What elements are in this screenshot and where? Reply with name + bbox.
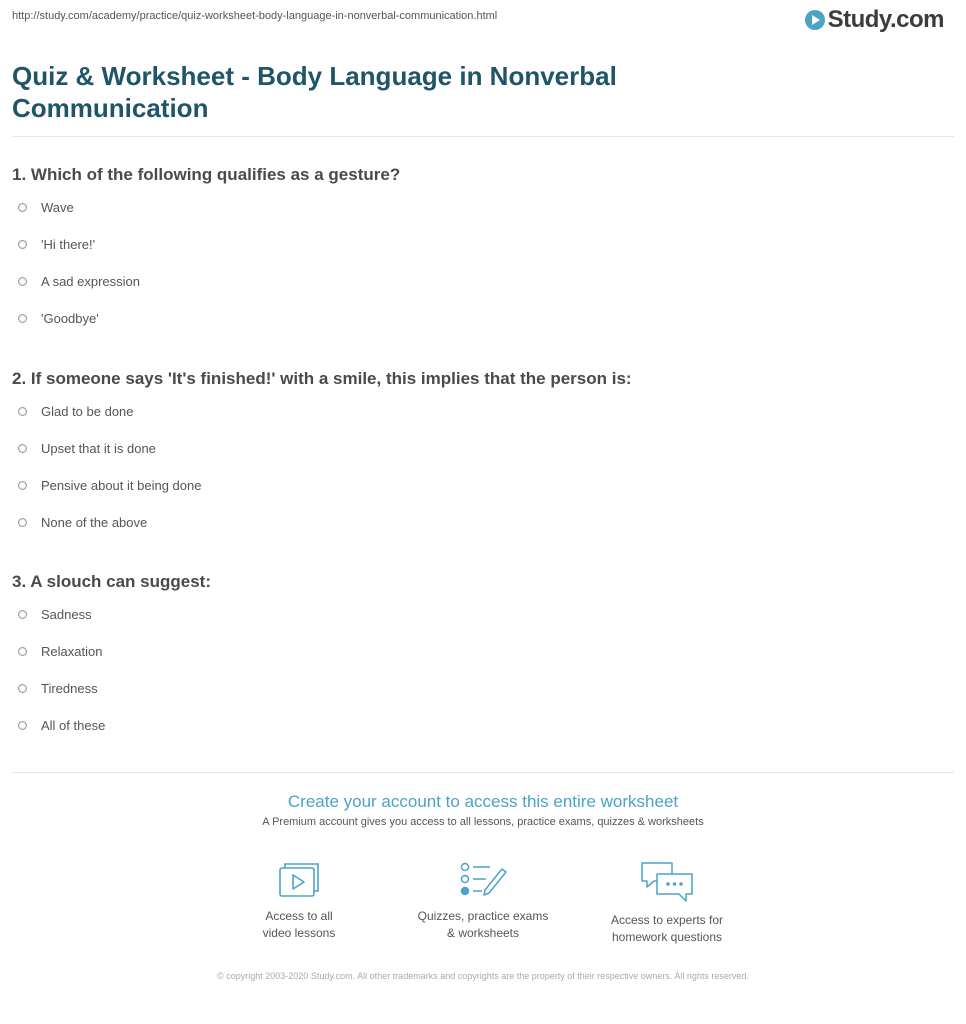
answer-option[interactable] bbox=[12, 300, 942, 337]
option-label: None of the above bbox=[41, 515, 148, 530]
question-title: 1. Which of the following qualifies as a gesture? bbox=[12, 165, 401, 184]
option-label: Wave bbox=[41, 200, 74, 215]
option-label: 'Hi there!' bbox=[41, 237, 96, 252]
answer-option[interactable] bbox=[12, 504, 942, 541]
radio-button[interactable] bbox=[18, 314, 27, 323]
answer-option[interactable] bbox=[12, 226, 942, 263]
option-label: Glad to be done bbox=[41, 404, 134, 419]
answer-option[interactable] bbox=[12, 670, 942, 707]
video-icon bbox=[276, 860, 322, 900]
feature-experts bbox=[575, 860, 759, 946]
answer-option[interactable] bbox=[12, 393, 942, 430]
radio-button[interactable] bbox=[18, 444, 27, 453]
play-logo-icon bbox=[805, 10, 825, 30]
question-title: 2. If someone says 'It's finished!' with a smile, this implies that the person is: bbox=[12, 369, 632, 388]
quiz-list-icon bbox=[458, 860, 508, 900]
chat-bubbles-icon bbox=[639, 860, 695, 904]
answer-option[interactable] bbox=[12, 707, 942, 744]
page-title: Quiz & Worksheet - Body Language in Nonverbal Communication bbox=[12, 61, 617, 123]
answer-option[interactable] bbox=[12, 596, 942, 633]
copyright-text: © copyright 2003-2020 Study.com. All other trademarks and copyrights are the property of their respective owners. All rights reserved. bbox=[217, 971, 749, 981]
radio-button[interactable] bbox=[18, 684, 27, 693]
option-label: Tiredness bbox=[41, 681, 98, 696]
feature-line: homework questions bbox=[611, 930, 723, 944]
feature-label bbox=[391, 908, 575, 942]
feature-video-lessons bbox=[207, 860, 391, 946]
cta-divider bbox=[12, 772, 954, 773]
option-label: Relaxation bbox=[41, 644, 103, 659]
feature-line: video lessons bbox=[262, 926, 336, 940]
radio-button[interactable] bbox=[18, 610, 27, 619]
radio-button[interactable] bbox=[18, 647, 27, 656]
feature-list bbox=[0, 860, 966, 946]
radio-button[interactable] bbox=[18, 203, 27, 212]
answer-option[interactable] bbox=[12, 263, 942, 300]
feature-line: Access to experts for bbox=[610, 913, 724, 927]
option-label: A sad expression bbox=[41, 274, 141, 289]
radio-button[interactable] bbox=[18, 518, 27, 527]
title-divider bbox=[12, 136, 954, 137]
option-label: 'Goodbye' bbox=[41, 311, 99, 326]
answer-option[interactable] bbox=[12, 467, 942, 504]
question-1 bbox=[12, 165, 942, 347]
page-url: http://study.com/academy/practice/quiz-worksheet-body-language-in-nonverbal-communication.html bbox=[12, 10, 498, 22]
option-label: All of these bbox=[41, 718, 106, 733]
logo-text: Study.com bbox=[827, 6, 944, 33]
radio-button[interactable] bbox=[18, 277, 27, 286]
feature-line: & worksheets bbox=[446, 926, 520, 940]
question-title: 3. A slouch can suggest: bbox=[12, 572, 212, 591]
feature-line: Quizzes, practice exams bbox=[417, 909, 549, 923]
feature-label bbox=[575, 912, 759, 946]
option-label: Sadness bbox=[41, 607, 92, 622]
radio-button[interactable] bbox=[18, 407, 27, 416]
feature-label bbox=[207, 908, 391, 942]
question-3 bbox=[12, 572, 942, 754]
question-2 bbox=[12, 369, 942, 551]
option-label: Upset that it is done bbox=[41, 441, 156, 456]
cta-title-link[interactable]: Create your account to access this entire worksheet bbox=[287, 792, 679, 811]
answer-option[interactable] bbox=[12, 633, 942, 670]
feature-line: Access to all bbox=[265, 909, 333, 923]
account-cta bbox=[0, 792, 966, 828]
answer-option[interactable] bbox=[12, 189, 942, 226]
study-logo[interactable] bbox=[805, 6, 944, 34]
cta-subtitle: A Premium account gives you access to all lessons, practice exams, quizzes & worksheets bbox=[262, 816, 704, 828]
option-label: Pensive about it being done bbox=[41, 478, 202, 493]
radio-button[interactable] bbox=[18, 481, 27, 490]
radio-button[interactable] bbox=[18, 240, 27, 249]
answer-option[interactable] bbox=[12, 430, 942, 467]
radio-button[interactable] bbox=[18, 721, 27, 730]
feature-quizzes bbox=[391, 860, 575, 946]
